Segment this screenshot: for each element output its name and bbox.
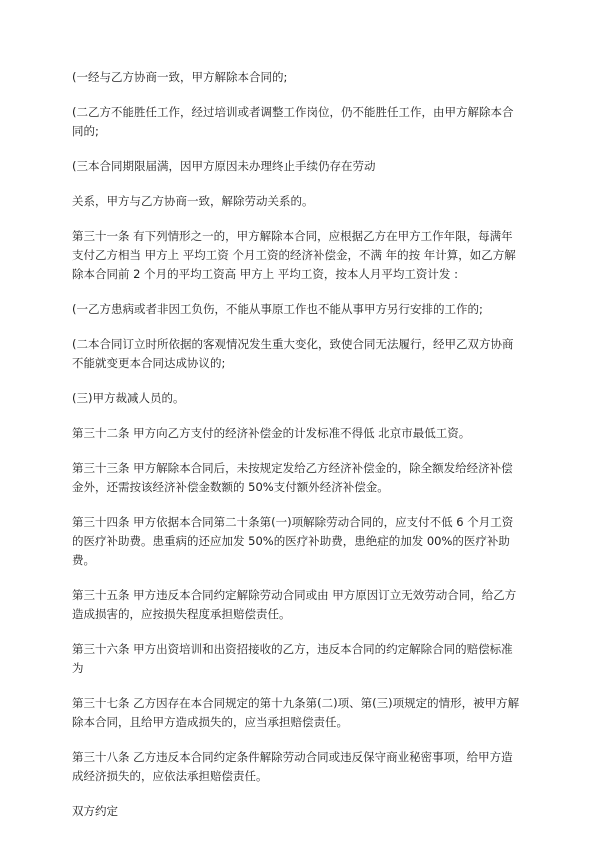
clause-paragraph: (二乙方不能胜任工作，经过培训或者调整工作岗位，仍不能胜任工作，由甲方解除本合同的; — [72, 105, 514, 138]
clause-paragraph: 关系，甲方与乙方协商一致，解除劳动关系的。 — [72, 194, 314, 208]
article-32: 第三十二条 甲方向乙方支付的经济补偿金的计发标准不得低 北京市最低工资。 — [72, 426, 471, 440]
clause-paragraph: (三本合同期限届满，因甲方原因未办理终止手续仍存在劳动 — [72, 159, 376, 173]
clause-paragraph: (一经与乙方协商一致，甲方解除本合同的; — [72, 70, 288, 84]
article-36: 第三十六条 甲方出资培训和出资招接收的乙方，违反本合同的约定解除合同的赔偿标准为 — [72, 642, 513, 675]
article-38: 第三十八条 乙方违反本合同约定条件解除劳动合同或违反保守商业秘密事项，给甲方造成经济损失的，应依法承担赔偿责任。 — [72, 750, 513, 783]
article-31: 第三十一条 有下列情形之一的，甲方解除本合同，应根据乙方在甲方工作年限，每满年支付乙方相当 甲方上 平均工资 个月工资的经济补偿金，不满 年的按 年计算，如乙方解除本合同前 2 个月的平均工资高 甲方上 平均工资，按本人月平均工资计发 : — [72, 229, 516, 281]
section-heading: 双方约定 — [72, 804, 118, 818]
clause-paragraph: (三)甲方裁减人员的。 — [72, 391, 185, 405]
article-34: 第三十四条 甲方依据本合同第二十条第(一)项解除劳动合同的，应支付不低 6 个月工资的医疗补助费。患重病的还应加发 50%的医疗补助费，患绝症的加发 00%的医疗补助费。 — [72, 515, 514, 567]
clause-paragraph: (一乙方患病或者非因工负伤，不能从事原工作也不能从事甲方另行安排的工作的; — [72, 302, 483, 316]
article-37: 第三十七条 乙方因存在本合同规定的第十九条第(二)项、第(三)项规定的情形，被甲方解除本合同，且给甲方造成损失的，应当承担赔偿责任。 — [72, 696, 520, 729]
article-35: 第三十五条 甲方违反本合同约定解除劳动合同或由 甲方原因订立无效劳动合同，给乙方造成损害的，应按损失程度承担赔偿责任。 — [72, 588, 517, 621]
clause-paragraph: (二本合同订立时所依据的客观情况发生重大变化，致使合同无法履行，经甲乙双方协商不能就变更本合同达成协议的; — [72, 337, 514, 370]
article-33: 第三十三条 甲方解除本合同后，未按规定发给乙方经济补偿金的，除全额发给经济补偿金外，还需按该经济补偿金数额的 50%支付额外经济补偿金。 — [72, 461, 513, 494]
